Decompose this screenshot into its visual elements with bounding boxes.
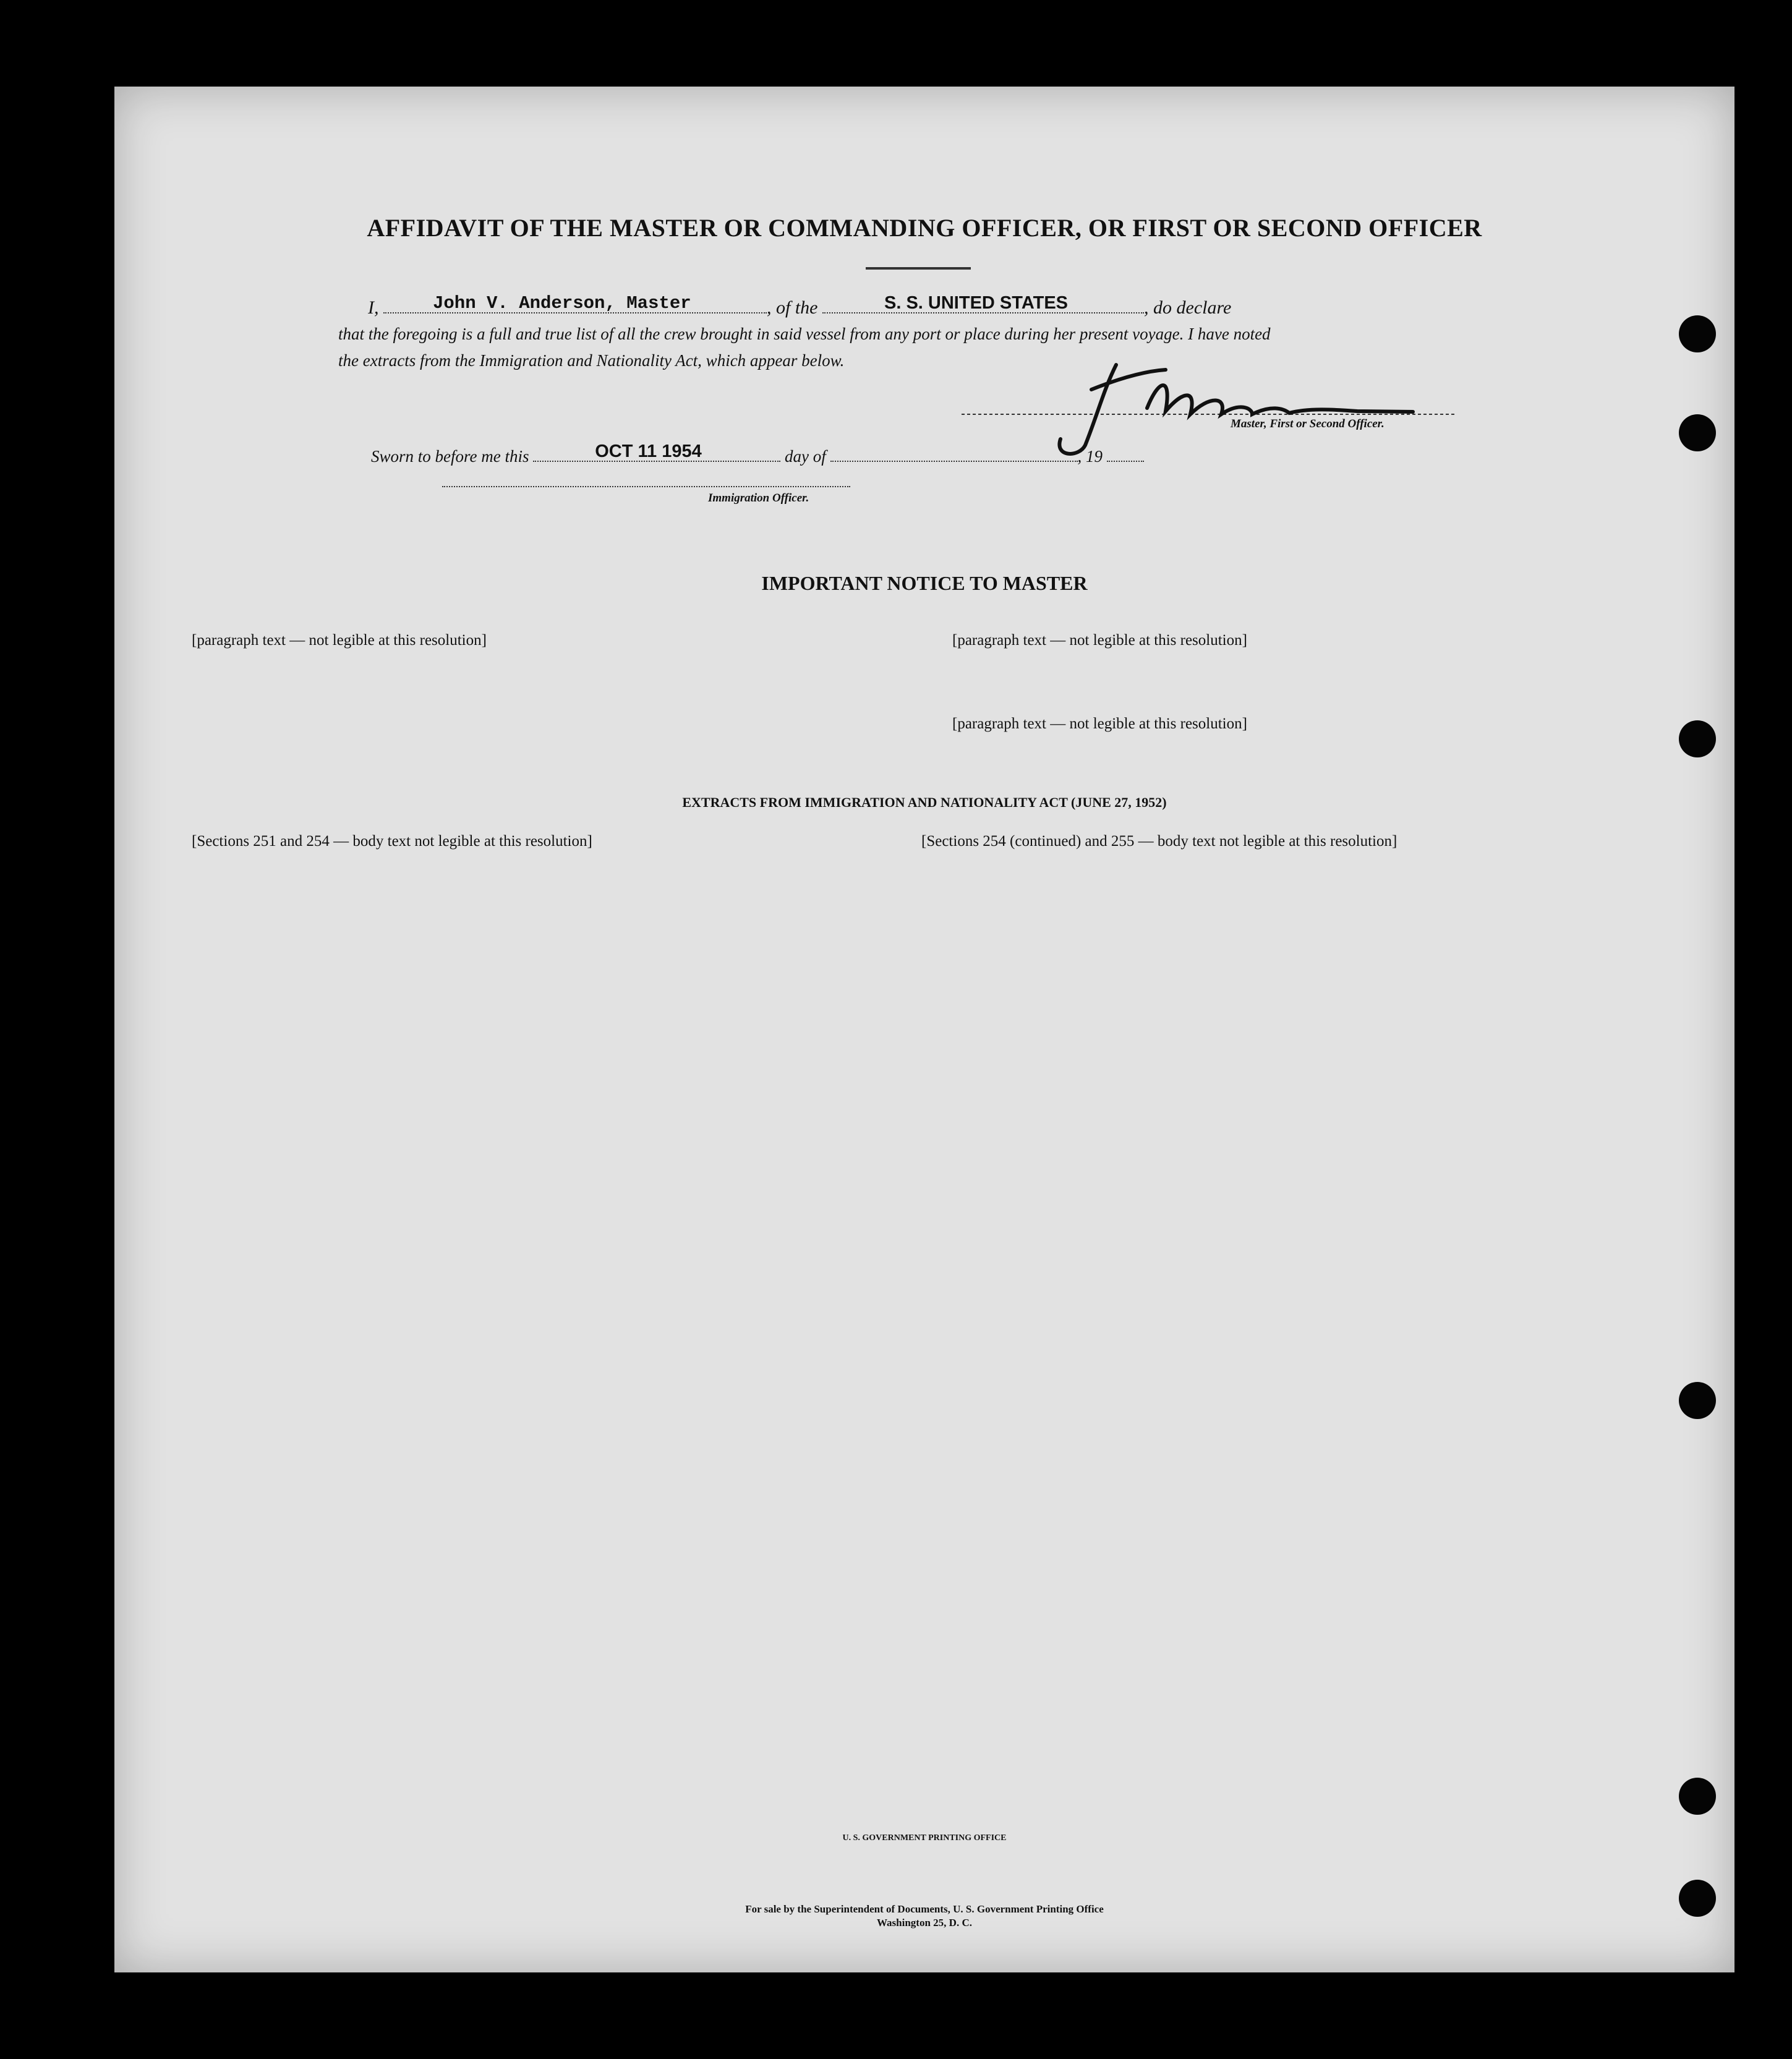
binder-hole [1679,315,1716,352]
statement-line-1: that the foregoing is a full and true list of all the crew brought in said vessel from any port or place during her present voyage. I have noted [338,325,1271,343]
officer-name: John V. Anderson, Master [433,293,691,313]
month-field [830,442,1078,462]
sworn-date-field [533,442,780,462]
notice-right-paragraph-2 [952,714,1645,733]
extracts-title: EXTRACTS FROM IMMIGRATION AND NATIONALITY ACT (JUNE 27, 1952) [682,795,1167,810]
unread-text-placeholder: [paragraph text — not legible at this resolution] [952,715,1247,732]
signature-caption: Master, First or Second Officer. [1231,417,1385,430]
immigration-officer-label: Immigration Officer. [708,492,809,505]
year-label: , 19 [1077,447,1103,466]
title-divider [866,267,971,270]
of-the-label: , of the [767,297,818,318]
day-of-label: day of [785,447,826,466]
declaration-line [368,294,1231,318]
affidavit-title: AFFIDAVIT OF THE MASTER OR COMMANDING OFFICER, OR FIRST OR SECOND OFFICER [367,214,1482,242]
notice-left-paragraph [192,631,856,650]
sale-line-2: Washington 25, D. C. [877,1917,972,1929]
binder-hole [1679,720,1716,757]
sale-line-1: For sale by the Superintendent of Documents, U. S. Government Printing Office [745,1903,1104,1915]
immigration-officer-signature-line [442,486,850,487]
binder-hole [1679,1880,1716,1917]
notice-title: IMPORTANT NOTICE TO MASTER [761,572,1088,594]
unread-text-placeholder: [Sections 251 and 254 — body text not legible at this resolution] [192,833,592,850]
vessel-name: S. S. UNITED STATES [884,293,1069,313]
gpo-line: U. S. GOVERNMENT PRINTING OFFICE [842,1833,1007,1843]
binder-hole [1679,1778,1716,1815]
sworn-label: Sworn to before me this [371,447,529,466]
binder-hole [1679,414,1716,451]
unread-text-placeholder: [paragraph text — not legible at this resolution] [952,632,1247,649]
notice-right-paragraph-1 [952,631,1645,650]
extracts-left-column [192,832,878,851]
extracts-right-column [921,832,1645,851]
statement-line-2: the extracts from the Immigration and Nationality Act, which appear below. [338,351,845,370]
year-field [1107,442,1144,462]
binder-hole [1679,1382,1716,1419]
do-declare-label: , do declare [1144,297,1232,318]
document-sheet [114,87,1734,1972]
unread-text-placeholder: [Sections 254 (continued) and 255 — body text not legible at this resolution] [921,833,1397,850]
vessel-field [822,294,1144,313]
i-label: I, [368,297,379,318]
sworn-line [371,442,1144,466]
officer-name-field [383,294,767,313]
unread-text-placeholder: [paragraph text — not legible at this resolution] [192,632,487,649]
sworn-date: OCT 11 1954 [595,441,702,461]
